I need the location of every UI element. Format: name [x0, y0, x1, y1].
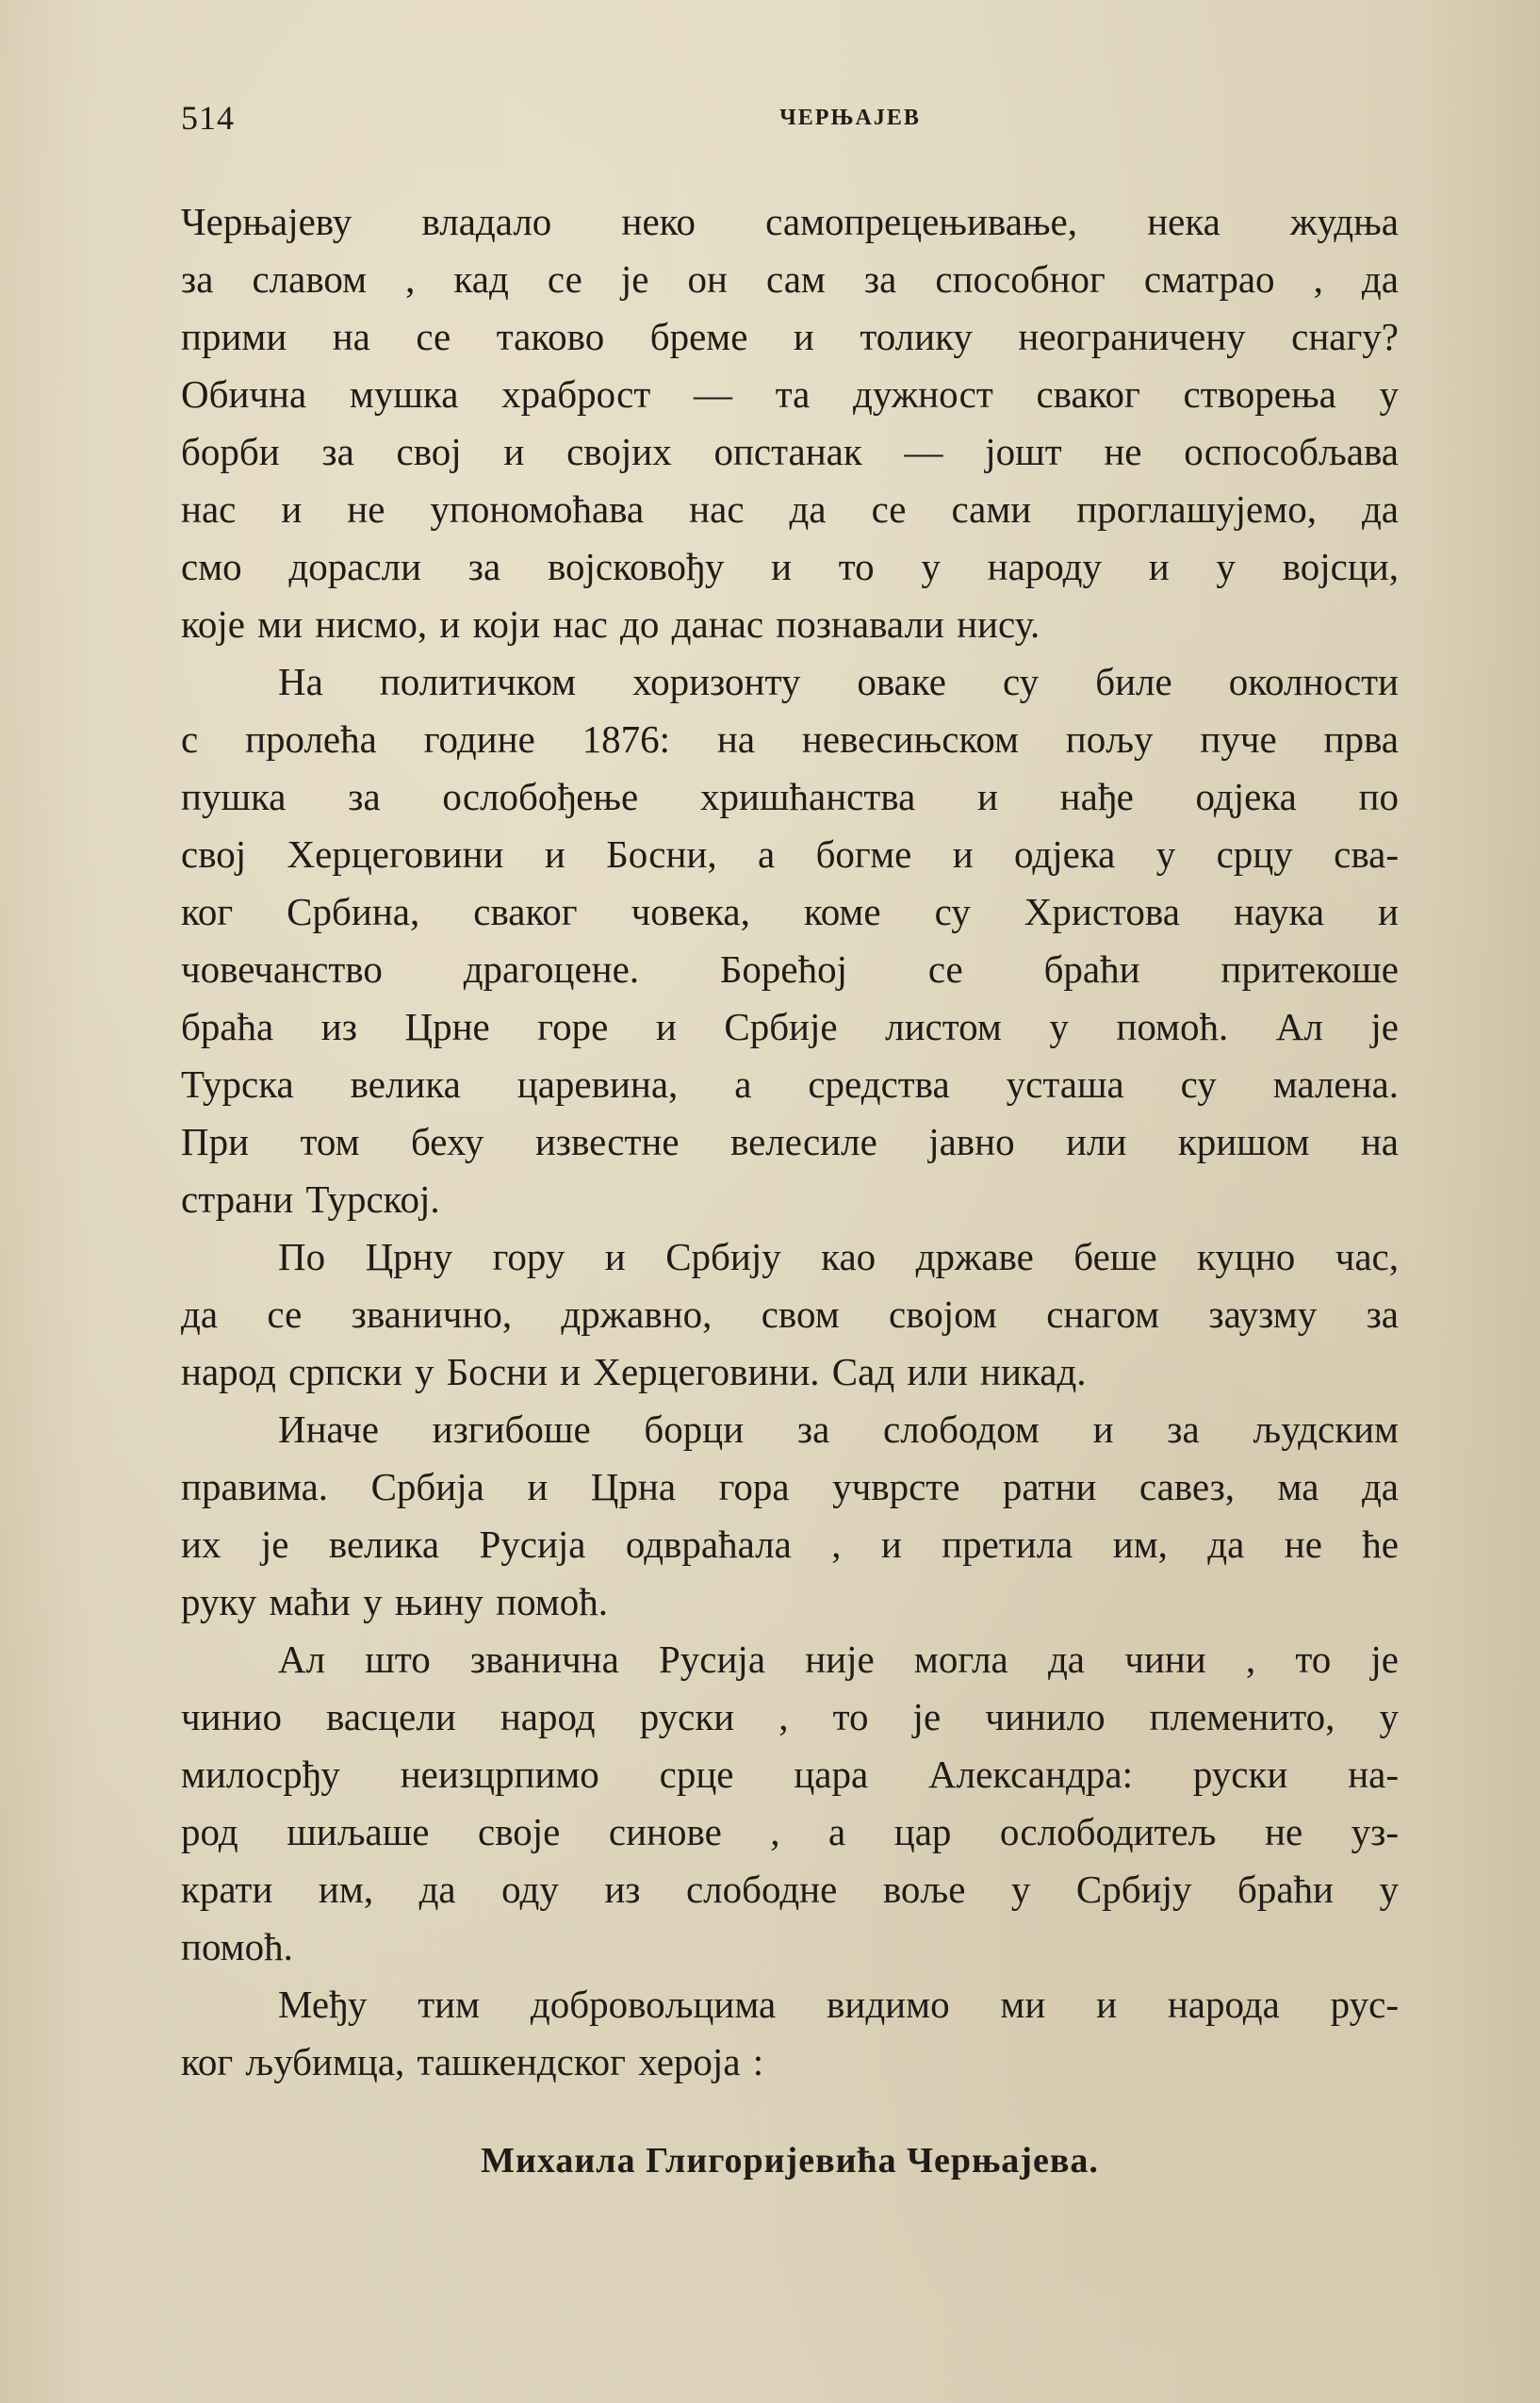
body-text	[181, 193, 1399, 2091]
text-line: нас и не упономоћава нас да се сами проглашујемо, да	[181, 487, 1399, 531]
page-number: 514	[181, 99, 235, 137]
text-line: борби за свој и својих опстанак — јошт не оспособљава	[181, 430, 1399, 473]
text-line: род шиљаше своје синове , а цар ослободитељ не уз-	[181, 1810, 1399, 1853]
text-line: крати им, да оду из слободне воље у Србију браћи у	[181, 1868, 1399, 1911]
text-line: свој Херцеговини и Босни, а богме и одјека у срцу сва-	[181, 832, 1399, 876]
text-line: народ српски у Босни и Херцеговини. Сад или никад.	[181, 1350, 1087, 1393]
paragraph-3	[181, 1228, 1399, 1401]
text-line: правима. Србија и Црна гора учврсте ратни савез, ма да	[181, 1465, 1399, 1508]
page-header	[181, 98, 1406, 155]
text-line: помоћ.	[181, 1925, 293, 1968]
paragraph-2	[181, 653, 1399, 1228]
text-line: Иначе изгибоше борци за слободом и за људским	[278, 1407, 1399, 1451]
text-line: Черњајеву владало неко самопрецењивање, нека жудња	[181, 200, 1399, 243]
text-line: које ми нисмо, и који нас до данас познавали нису.	[181, 602, 1040, 646]
text-line: страни Турској.	[181, 1177, 440, 1221]
text-line: с пролећа године 1876: на невесињском пољу пуче прва	[181, 717, 1399, 761]
text-line: милосрђу неизцрпимо срце цара Александра: руски на-	[181, 1753, 1399, 1796]
text-line: прими на се таково бреме и толику неограничену снагу?	[181, 315, 1399, 358]
text-line: човечанство драгоцене. Борећој се браћи притекоше	[181, 947, 1399, 991]
text-line: ког Србина, сваког човека, коме су Христова наука и	[181, 890, 1399, 933]
text-line: Турска велика царевина, а средства усташа су малена.	[181, 1062, 1399, 1106]
running-head: ЧЕРЊАЈЕВ	[779, 106, 921, 130]
text-line: браћа из Црне горе и Србије листом у помоћ. Ал је	[181, 1005, 1399, 1048]
text-line: пушка за ослобођење хришћанства и нађе одјека по	[181, 775, 1399, 818]
text-line: Ал што званична Русија није могла да чини , то је	[278, 1638, 1399, 1681]
text-line: чинио васцели народ руски , то је чинило племенито, у	[181, 1695, 1399, 1738]
paragraph-5	[181, 1631, 1399, 1976]
text-line: По Црну гору и Србију као државе беше куцно час,	[278, 1235, 1399, 1278]
text-line: да се званично, државно, свом својом снагом заузму за	[181, 1292, 1399, 1336]
text-line: Обична мушка храброст — та дужност сваког створења у	[181, 372, 1399, 416]
text-line: На политичком хоризонту оваке су биле околности	[278, 660, 1399, 703]
closing-name: Михаила Глигоријевића Черњајева.	[481, 2141, 1099, 2181]
text-line: При том беху известне велесиле јавно или кришом на	[181, 1120, 1399, 1163]
text-line: их је велика Русија одвраћала , и претила им, да не ће	[181, 1522, 1399, 1566]
paragraph-1	[181, 193, 1399, 653]
text-line: смо дорасли за војсковођу и то у народу и у војсци,	[181, 545, 1399, 588]
paragraph-6	[181, 1976, 1399, 2091]
text-line: ког љубимца, ташкендског хероја :	[181, 2040, 764, 2083]
paragraph-4	[181, 1401, 1399, 1631]
text-line: руку маћи у њину помоћ.	[181, 1580, 608, 1623]
text-line: Међу тим добровољцима видимо ми и народа рус-	[278, 1983, 1399, 2026]
text-line: за славом , кад се је он сам за способног сматрао , да	[181, 257, 1399, 301]
